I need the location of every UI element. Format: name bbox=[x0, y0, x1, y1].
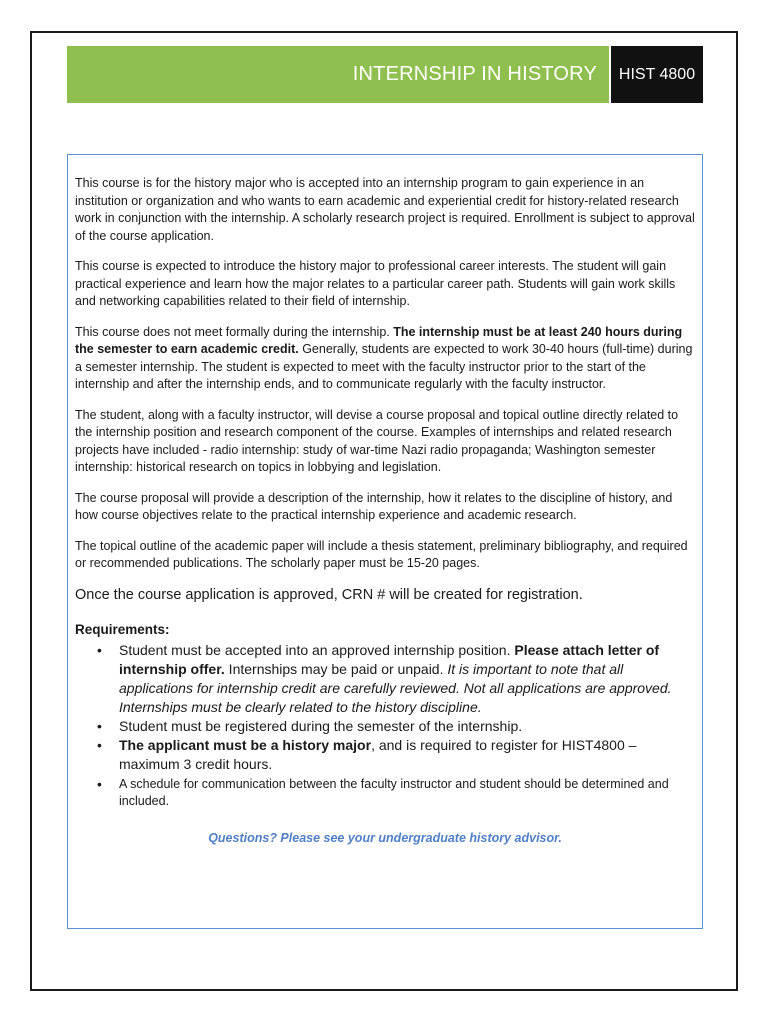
attach-offer-note: Please attach letter of internship offer. bbox=[119, 641, 660, 677]
requirement-item: • A schedule for communication between the faculty instructor and student should be determined and included. bbox=[97, 775, 669, 808]
bullet-icon: • bbox=[97, 641, 102, 658]
requirements-heading: Requirements: bbox=[75, 621, 170, 637]
course-proposal-paragraph: The course proposal will provide a description of the internship, how it relates to the discipline of history, and how course objectives relate to the practical internship experience and academic research. bbox=[75, 490, 673, 522]
hours-text-b: Generally, students are expected to work 30-40 hours (full-time) during a semester internship. The student is expected to meet with the faculty instructor prior to the start of the internship and after the internship ends, and to communicate regularly with the faculty instructor. bbox=[75, 342, 693, 391]
advisor-note: Questions? Please see your undergraduate history advisor. bbox=[208, 830, 562, 845]
bullet-icon: • bbox=[97, 717, 102, 734]
requirement-item: • The applicant must be a history major, and is required to register for HIST4800 – maximum 3 credit hours. bbox=[97, 736, 637, 772]
hours-text-a: This course does not meet formally during the internship. bbox=[75, 324, 394, 339]
history-major-note: The applicant must be a history major bbox=[119, 736, 372, 753]
page-title: INTERNSHIP IN HISTORY bbox=[352, 63, 597, 85]
requirements-list bbox=[75, 641, 695, 811]
requirement-item: • Student must be registered during the semester of the internship. bbox=[97, 717, 523, 734]
hours-paragraph bbox=[75, 324, 695, 394]
course-description-content bbox=[75, 175, 695, 845]
crn-note: Once the course application is approved, CRN # will be created for registration. bbox=[75, 586, 583, 603]
proposal-paragraph: The student, along with a faculty instructor, will devise a course proposal and topical outline directly related to the internship position and research component of the course. Examples of internships and related research projects have included - radio internship: study of war-time Nazi radio propaganda; Washington semester internship: historical research on topics in lobbying and legislation. bbox=[75, 407, 679, 474]
bullet-icon: • bbox=[97, 775, 102, 792]
career-paragraph: This course is expected to introduce the history major to professional career interests. The student will gain practical experience and learn how the major relates to a particular career path. Students will gain work skills and networking capabilities related to their field of internship. bbox=[75, 259, 676, 308]
course-code-badge: HIST 4800 bbox=[609, 46, 703, 103]
header-banner bbox=[67, 46, 703, 103]
review-note: It is important to note that all applications for internship credit are carefully reviewed. Not all applications are approved. Internships must be clearly related to the history discipline. bbox=[119, 660, 672, 715]
course-description-box bbox=[67, 154, 703, 929]
outline-paragraph: The topical outline of the academic paper will include a thesis statement, preliminary bibliography, and required or recommended publications. The scholarly paper must be 15-20 pages. bbox=[75, 538, 688, 570]
intro-paragraph: This course is for the history major who is accepted into an internship program to gain experience in an institution or organization and who wants to earn academic and experiential credit for history-related research work in conjunction with the internship. A scholarly research project is required. Enrollment is subject to approval of the course application. bbox=[75, 176, 695, 243]
title-bar bbox=[67, 46, 609, 103]
hours-requirement: The internship must be at least 240 hours during the semester to earn academic credit. bbox=[75, 324, 683, 356]
requirement-item: • Student must be accepted into an approved internship position. Please attach letter of internship offer. Internships may be paid or unpaid. It is important to note that all applications for internship credit are carefully reviewed. Not all applications are approved. Internships must be clearly related to the history discipline. bbox=[97, 641, 672, 715]
bullet-icon: • bbox=[97, 736, 102, 753]
